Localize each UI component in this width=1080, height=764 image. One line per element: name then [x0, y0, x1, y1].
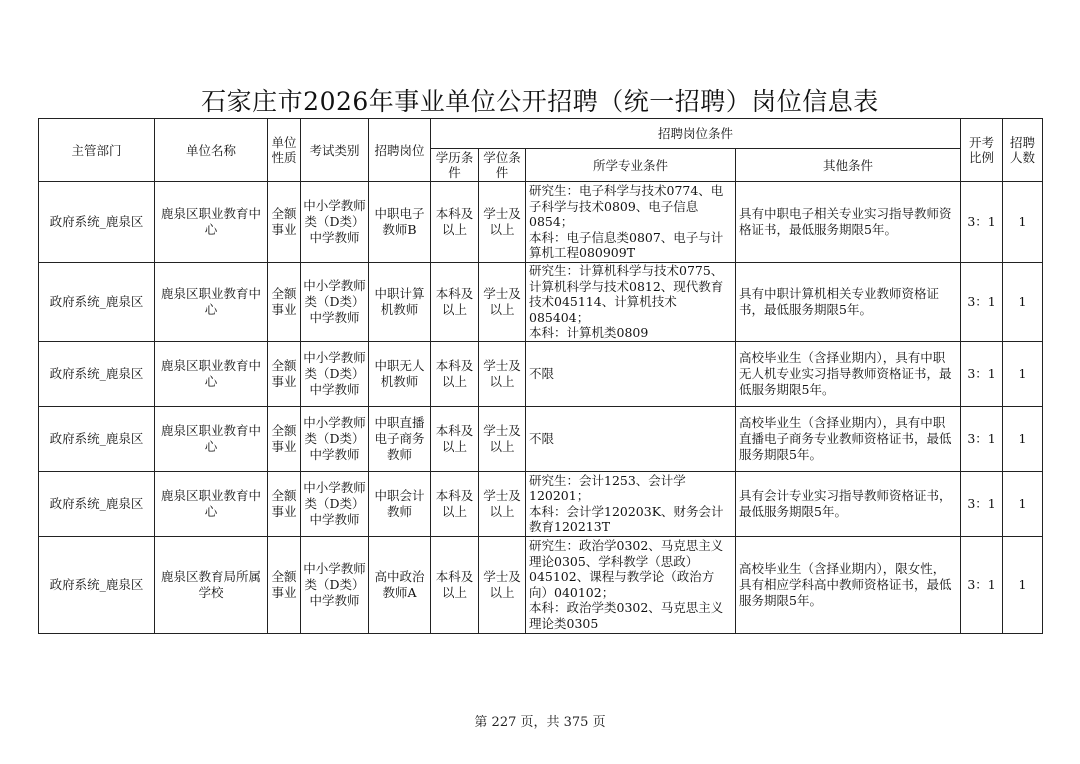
cell-degree: 学士及以上 [479, 406, 526, 471]
cell-education: 本科及以上 [431, 536, 479, 633]
header-education: 学历条件 [431, 149, 479, 182]
table-row [39, 341, 1043, 406]
cell-other: 具有会计专业实习指导教师资格证书，最低服务期限5年。 [736, 471, 961, 536]
page-footer: 第 227 页，共 375 页 [474, 715, 606, 730]
cell-degree: 学士及以上 [479, 471, 526, 536]
cell-post: 中职计算机教师 [369, 263, 431, 342]
cell-count: 1 [1003, 471, 1043, 536]
cell-department: 政府系统_鹿泉区 [39, 406, 155, 471]
cell-unit-name: 鹿泉区职业教育中心 [155, 341, 268, 406]
cell-ratio: 3：1 [961, 341, 1003, 406]
cell-other: 具有中职电子相关专业实习指导教师资格证书，最低服务期限5年。 [736, 182, 961, 263]
cell-unit-name: 鹿泉区教育局所属学校 [155, 536, 268, 633]
cell-exam-category: 中小学教师类（D类）中学教师 [301, 263, 369, 342]
header-department: 主管部门 [39, 119, 155, 182]
cell-department: 政府系统_鹿泉区 [39, 341, 155, 406]
cell-ratio: 3：1 [961, 263, 1003, 342]
cell-count: 1 [1003, 536, 1043, 633]
cell-unit-nature: 全额事业 [268, 182, 301, 263]
cell-post: 中职会计教师 [369, 471, 431, 536]
cell-ratio: 3：1 [961, 536, 1003, 633]
cell-major: 研究生：政治学0302、马克思主义理论0305、学科教学（思政）045102、课程与教学论（政治方向）040102； 本科：政治学类0302、马克思主义理论类0305 [526, 536, 736, 633]
cell-unit-name: 鹿泉区职业教育中心 [155, 263, 268, 342]
cell-post: 中职电子教师B [369, 182, 431, 263]
cell-education: 本科及以上 [431, 182, 479, 263]
cell-unit-name: 鹿泉区职业教育中心 [155, 471, 268, 536]
header-post: 招聘岗位 [369, 119, 431, 182]
cell-exam-category: 中小学教师类（D类）中学教师 [301, 471, 369, 536]
table-row [39, 406, 1043, 471]
table-row [39, 536, 1043, 633]
cell-department: 政府系统_鹿泉区 [39, 263, 155, 342]
cell-unit-nature: 全额事业 [268, 536, 301, 633]
table-row [39, 263, 1043, 342]
cell-count: 1 [1003, 406, 1043, 471]
cell-ratio: 3：1 [961, 182, 1003, 263]
cell-education: 本科及以上 [431, 341, 479, 406]
cell-other: 具有中职计算机相关专业教师资格证书，最低服务期限5年。 [736, 263, 961, 342]
cell-other: 高校毕业生（含择业期内），具有中职直播电子商务专业教师资格证书，最低服务期限5年。 [736, 406, 961, 471]
cell-post: 中职直播电子商务教师 [369, 406, 431, 471]
cell-other: 高校毕业生（含择业期内），具有中职无人机专业实习指导教师资格证书，最低服务期限5年。 [736, 341, 961, 406]
cell-department: 政府系统_鹿泉区 [39, 182, 155, 263]
cell-degree: 学士及以上 [479, 341, 526, 406]
cell-count: 1 [1003, 341, 1043, 406]
cell-unit-nature: 全额事业 [268, 471, 301, 536]
cell-unit-nature: 全额事业 [268, 263, 301, 342]
cell-unit-name: 鹿泉区职业教育中心 [155, 182, 268, 263]
header-exam-category: 考试类别 [301, 119, 369, 182]
header-other: 其他条件 [736, 149, 961, 182]
recruitment-table [38, 118, 1043, 634]
cell-degree: 学士及以上 [479, 263, 526, 342]
table-row [39, 182, 1043, 263]
header-degree: 学位条件 [479, 149, 526, 182]
cell-unit-nature: 全额事业 [268, 341, 301, 406]
header-major: 所学专业条件 [526, 149, 736, 182]
cell-exam-category: 中小学教师类（D类）中学教师 [301, 341, 369, 406]
cell-other: 高校毕业生（含择业期内），限女性，具有相应学科高中教师资格证书，最低服务期限5年。 [736, 536, 961, 633]
cell-department: 政府系统_鹿泉区 [39, 471, 155, 536]
header-unit-name: 单位名称 [155, 119, 268, 182]
cell-exam-category: 中小学教师类（D类）中学教师 [301, 182, 369, 263]
cell-major: 研究生：计算机科学与技术0775、计算机科学与技术0812、现代教育技术045114、计算机技术085404； 本科：计算机类0809 [526, 263, 736, 342]
cell-major: 研究生：电子科学与技术0774、电子科学与技术0809、电子信息0854； 本科：电子信息类0807、电子与计算机工程080909T [526, 182, 736, 263]
header-ratio: 开考比例 [961, 119, 1003, 182]
table-row [39, 471, 1043, 536]
cell-degree: 学士及以上 [479, 182, 526, 263]
header-unit-nature: 单位性质 [268, 119, 301, 182]
cell-education: 本科及以上 [431, 406, 479, 471]
cell-unit-name: 鹿泉区职业教育中心 [155, 406, 268, 471]
cell-major: 研究生：会计1253、会计学120201； 本科：会计学120203K、财务会计教育120213T [526, 471, 736, 536]
header-conditions: 招聘岗位条件 [431, 119, 961, 149]
cell-exam-category: 中小学教师类（D类）中学教师 [301, 406, 369, 471]
cell-education: 本科及以上 [431, 263, 479, 342]
cell-post: 高中政治教师A [369, 536, 431, 633]
cell-count: 1 [1003, 263, 1043, 342]
cell-count: 1 [1003, 182, 1043, 263]
cell-education: 本科及以上 [431, 471, 479, 536]
cell-degree: 学士及以上 [479, 536, 526, 633]
cell-exam-category: 中小学教师类（D类）中学教师 [301, 536, 369, 633]
cell-unit-nature: 全额事业 [268, 406, 301, 471]
cell-ratio: 3：1 [961, 471, 1003, 536]
cell-post: 中职无人机教师 [369, 341, 431, 406]
cell-major: 不限 [526, 406, 736, 471]
cell-ratio: 3：1 [961, 406, 1003, 471]
cell-department: 政府系统_鹿泉区 [39, 536, 155, 633]
header-count: 招聘人数 [1003, 119, 1043, 182]
cell-major: 不限 [526, 341, 736, 406]
page-title: 石家庄市2026年事业单位公开招聘（统一招聘）岗位信息表 [201, 87, 879, 116]
